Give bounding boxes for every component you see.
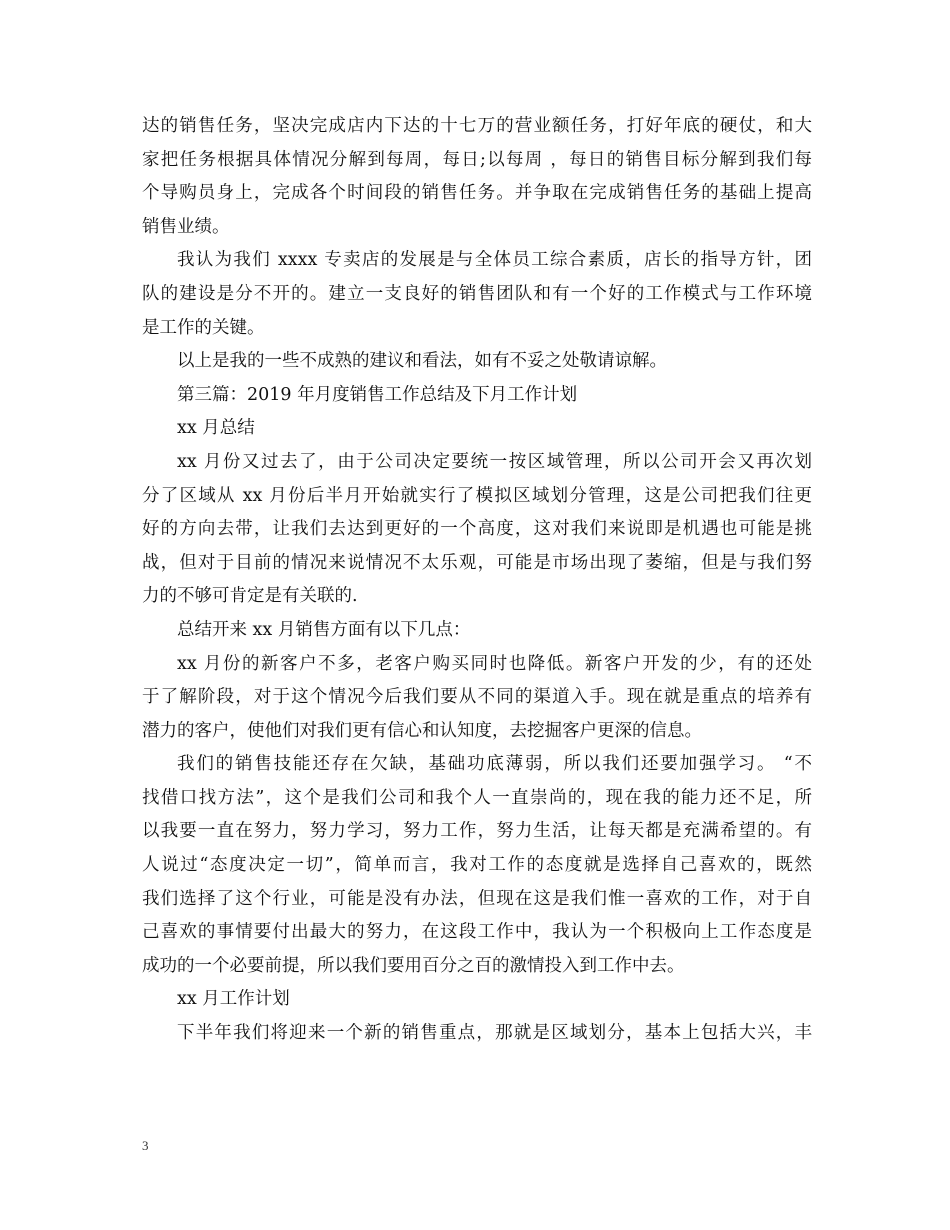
paragraph-11	[142, 1017, 812, 1051]
text-line: xx 月份的新客户不多，老客户购买同时也降低。新客户开发的少，有的还处	[177, 653, 812, 674]
text-line: xx 月份又过去了，由于公司决定要统一按区域管理，所以公司开会又再次划	[177, 451, 812, 472]
text-line: 潜力的客户，使他们对我们更有信心和认知度，去挖掘客户更深的信息。	[142, 720, 702, 741]
text-line: 家把任务根据具体情况分解到每周，每日;以每周 ，每日的销售目标分解到我们每	[142, 149, 812, 170]
paragraph-6	[142, 446, 812, 614]
text-line: 队的建设是分不开的。建立一支良好的销售团队和有一个好的工作模式与工作环境	[142, 283, 812, 304]
text-line: 好的方向去带，让我们去达到更好的一个高度，这对我们来说即是机遇也可能是挑	[142, 519, 812, 540]
document-body	[142, 110, 812, 1051]
text-line: 分了区域从 xx 月份后半月开始就实行了模拟区域划分管理，这是公司把我们往更	[142, 485, 812, 506]
text-line: 成功的一个必要前提，所以我们要用百分之百的激情投入到工作中去。	[142, 955, 685, 976]
paragraph-9	[142, 748, 812, 983]
subheading-summary	[142, 412, 812, 446]
text-line: 我认为我们 xxxx 专卖店的发展是与全体员工综合素质，店长的指导方针，团	[177, 250, 812, 271]
text-line: 找借口找方法”，这个是我们公司和我个人一直崇尚的，现在我的能力还不足，所	[142, 787, 812, 808]
text-line: 是工作的关键。	[142, 317, 265, 338]
text-line: 总结开来 xx 月销售方面有以下几点：	[177, 619, 471, 640]
text-line: 人说过“态度决定一切”，简单而言，我对工作的态度就是选择自己喜欢的，既然	[142, 855, 812, 876]
paragraph-7	[142, 614, 812, 648]
text-line: 以上是我的一些不成熟的建议和看法，如有不妥之处敬请谅解。	[177, 351, 667, 372]
heading-line: xx 月总结	[177, 418, 255, 439]
paragraph-1	[142, 110, 812, 244]
section-heading	[142, 379, 812, 413]
text-line: 个导购员身上，完成各个时间段的销售任务。并争取在完成销售任务的基础上提高	[142, 183, 812, 204]
text-line: 战，但对于目前的情况来说情况不太乐观，可能是市场出现了萎缩，但是与我们努	[142, 552, 812, 573]
heading-line: xx 月工作计划	[177, 989, 290, 1010]
text-line: 力的不够可肯定是有关联的.	[142, 586, 358, 607]
heading-line: 第三篇：2019 年月度销售工作总结及下月工作计划	[177, 384, 578, 405]
text-line: 我们选择了这个行业，可能是没有办法，但现在这是我们惟一喜欢的工作，对于自	[142, 888, 812, 909]
text-line: 己喜欢的事情要付出最大的努力，在这段工作中，我认为一个积极向上工作态度是	[142, 922, 812, 943]
text-line: 下半年我们将迎来一个新的销售重点，那就是区域划分，基本上包括大兴，丰	[177, 1023, 812, 1044]
text-line: 于了解阶段，对于这个情况今后我们要从不同的渠道入手。现在就是重点的培养有	[142, 687, 812, 708]
text-line: 销售业绩。	[142, 216, 230, 237]
subheading-plan	[142, 983, 812, 1017]
paragraph-3	[142, 345, 812, 379]
text-line: 以我要一直在努力，努力学习，努力工作，努力生活，让每天都是充满希望的。有	[142, 821, 812, 842]
text-line: 达的销售任务，坚决完成店内下达的十七万的营业额任务，打好年底的硬仗，和大	[142, 116, 812, 136]
paragraph-8	[142, 648, 812, 749]
paragraph-2	[142, 244, 812, 345]
text-line: 我们的销售技能还存在欠缺，基础功底薄弱，所以我们还要加强学习。 “不	[177, 754, 812, 775]
page-number: 3	[142, 1138, 149, 1153]
